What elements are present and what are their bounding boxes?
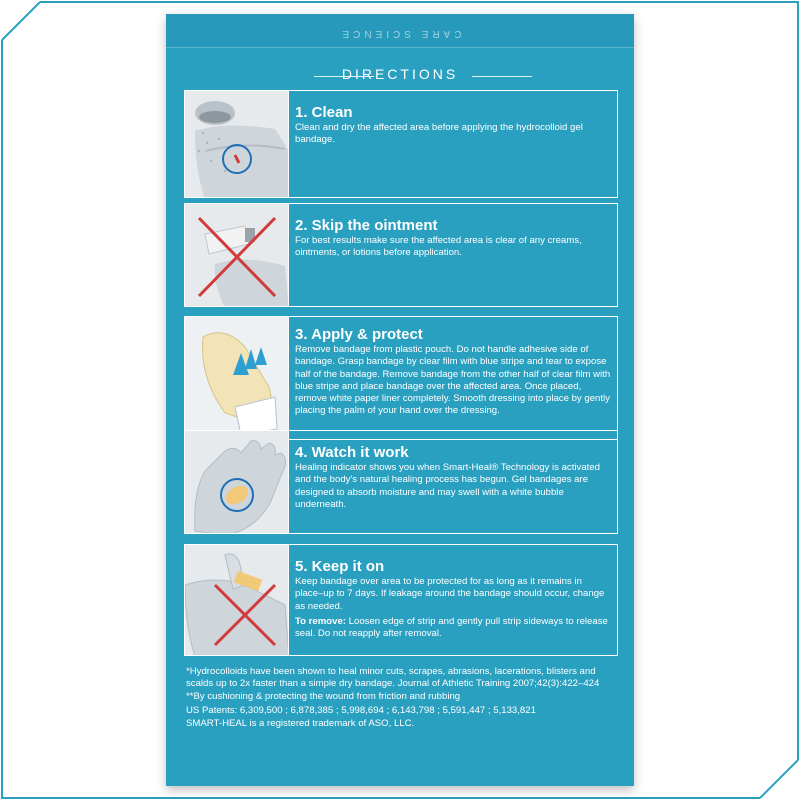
footnote-hydrocolloids: *Hydrocolloids have been shown to heal minor cuts, scrapes, abrasions, lacerations, blisters and scalds up to 2x faster than a simple dry bandage. Journal of Athletic Training 2007;42(3):422–424 xyxy=(186,666,600,690)
step-body: Keep bandage over area to be protected for as long as it remains in place–up to 7 days. If leakage around the bandage should occur, change as needed. xyxy=(295,576,605,612)
step-title: 5. Keep it on xyxy=(295,558,385,575)
directions-title: DIRECTIONS xyxy=(341,66,459,82)
step-body: Healing indicator shows you when Smart-Heal® Technology is activated and the body's natural healing process has begun. Gel bandages are designed to absorb moisture and may swell with a white bubble underneath. xyxy=(295,462,600,510)
bandage-apply-icon xyxy=(185,317,289,439)
patents-text: US Patents: 6,309,500 ; 6,878,385 ; 5,998,694 ; 6,143,798 ; 5,591,447 ; 5,133,821 xyxy=(186,704,536,716)
brand-text: CARE SCIENCE xyxy=(338,28,462,39)
step-skip-ointment xyxy=(184,203,618,307)
hand-washing-icon xyxy=(185,91,289,197)
footnotes xyxy=(186,666,622,731)
trademark-text: SMART-HEAL is a registered trademark of ASO, LLC. xyxy=(186,717,415,729)
step-title: 1. Clean xyxy=(295,104,353,121)
step-title: 2. Skip the ointment xyxy=(295,217,438,234)
step-body: Remove bandage from plastic pouch. Do not handle adhesive side of bandage. Grasp bandage by clear film with blue stripe and tear to expose half of the bandage. Remove bandage from the other half of clear film with blue stripe and place bandage over the affected area. Once placed, remove white paper liner completely. Smooth dressing into place by gently placing the palm of your hand over the dressing. xyxy=(295,344,611,417)
step-apply-protect xyxy=(184,316,618,440)
step-body: For best results make sure the affected area is clear of any creams, ointments, or lotions before application. xyxy=(295,235,582,259)
footnote-cushioning: **By cushioning & protecting the wound from friction and rubbing xyxy=(186,691,461,703)
top-flap xyxy=(166,14,634,48)
package-back xyxy=(166,14,634,786)
step-title: 4. Watch it work xyxy=(295,444,409,461)
step-keep-it-on xyxy=(184,544,618,656)
step-clean xyxy=(184,90,618,198)
directions-header xyxy=(182,66,618,86)
remove-label: To remove: xyxy=(295,615,346,627)
remove-text: Loosen edge of strip and gently pull strip sideways to release seal. Do not reapply after removal. xyxy=(295,615,608,640)
remove-instructions xyxy=(295,616,611,641)
remove-bandage-icon xyxy=(185,545,289,655)
no-ointment-icon xyxy=(185,204,289,306)
step-watch-it-work xyxy=(184,430,618,534)
step-title: 3. Apply & protect xyxy=(295,326,423,343)
step-body: Clean and dry the affected area before applying the hydrocolloid gel bandage. xyxy=(295,122,583,146)
hand-bandage-icon xyxy=(185,431,289,533)
